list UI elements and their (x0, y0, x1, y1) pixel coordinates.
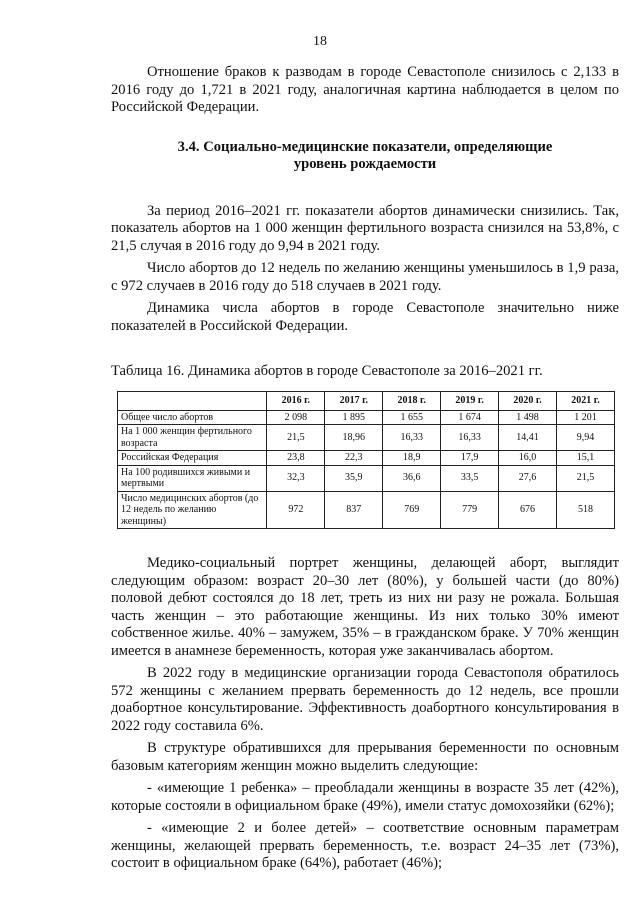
table-header-cell: 2020 г. (499, 391, 557, 410)
paragraph-marriage-divorce: Отношение браков к разводам в городе Севастополе снизилось с 2,133 в 2016 году до 1,721 в 2021 году, аналогичная картина наблюдается в целом по Российской Федерации. (111, 64, 619, 115)
table-cell: 779 (441, 491, 499, 529)
table-header-cell: 2017 г. (325, 391, 383, 410)
paragraph-abortion-count: Число абортов до 12 недель по желанию женщины уменьшилось в 1,9 раза, с 972 случаев в 2016 году до 518 случаев в 2021 году. (111, 260, 619, 294)
table-cell: 9,94 (557, 425, 615, 451)
table-cell: 18,9 (383, 451, 441, 466)
table-header-cell: 2018 г. (383, 391, 441, 410)
table-cell: 972 (267, 491, 325, 529)
table-cell: 22,3 (325, 451, 383, 466)
row-label: На 1 000 женщин фертильного возраста (118, 425, 267, 451)
paragraph-abortion-trend: За период 2016–2021 гг. показатели абортов динамически снизились. Так, показатель абортов на 1 000 женщин фертильного возраста снизился на 53,8%, с 21,5 случая в 2016 году до 9,94 в 2021 году. (111, 202, 619, 254)
table-cell: 16,33 (441, 425, 499, 451)
table-header-cell: 2021 г. (557, 391, 615, 410)
row-label: Российская Федерация (118, 451, 267, 466)
row-label: Общее число абортов (118, 410, 267, 425)
paragraph-social-portrait: Медико-социальный портрет женщины, делающей аборт, выглядит следующим образом: возраст 20–30 лет (80%), у большей части (до 80%) половой дебют состоялся до 18 лет, треть из них ни разу не рожала. Большая часть женщин – это работающие женщины. Из них только 30% имеют собственное жилье. 40% – замужем, 35% – в гражданском браке. У 70% женщин имеется в анамнезе беременность, которая уже заканчивалась абортом. (111, 555, 619, 659)
table-cell: 1 674 (441, 410, 499, 425)
table-cell: 32,3 (267, 465, 325, 491)
table-row (118, 465, 615, 491)
section-title-line-1: 3.4. Социально-медицинские показатели, определяющие (177, 138, 553, 155)
table-header-cell: 2016 г. (267, 391, 325, 410)
table-cell: 2 098 (267, 410, 325, 425)
table-cell: 21,5 (557, 465, 615, 491)
table-cell: 17,9 (441, 451, 499, 466)
list-item-two-children: - «имеющие 2 и более детей» – соответствие основным параметрам женщины, желающей прервать беременность, т.е. возраст 24–35 лет (73%), состоит в официальном браке (64%), работает (46%); (111, 820, 619, 871)
table-cell: 1 498 (499, 410, 557, 425)
table-header-cell: 2019 г. (441, 391, 499, 410)
section-title-line-2: уровень рождаемости (293, 156, 437, 172)
row-label: Число медицинских абортов (до 12 недель по желанию женщины) (118, 491, 267, 529)
table-row (118, 410, 615, 425)
table-header-cell (118, 391, 267, 410)
paragraph-abortion-dynamics: Динамика числа абортов в городе Севастополе значительно ниже показателей в Российской Федерации. (111, 300, 619, 334)
table-row (118, 425, 615, 451)
table-cell: 16,0 (499, 451, 557, 466)
section-title (111, 139, 619, 174)
table-cell: 36,6 (383, 465, 441, 491)
table-cell: 18,96 (325, 425, 383, 451)
table-cell: 21,5 (267, 425, 325, 451)
table-row (118, 451, 615, 466)
table-cell: 23,8 (267, 451, 325, 466)
table-cell: 33,5 (441, 465, 499, 491)
table-cell: 769 (383, 491, 441, 529)
table-cell: 518 (557, 491, 615, 529)
page-number: 18 (313, 34, 327, 49)
paragraph-categories-intro: В структуре обратившихся для прерывания беременности по основным базовым категориям женщин можно выделить следующие: (111, 740, 619, 774)
table-cell: 1 655 (383, 410, 441, 425)
table-cell: 1 201 (557, 410, 615, 425)
table-cell: 27,6 (499, 465, 557, 491)
table-cell: 837 (325, 491, 383, 529)
table-cell: 1 895 (325, 410, 383, 425)
table-header-row (118, 391, 615, 410)
document-body (111, 64, 619, 873)
table-cell: 35,9 (325, 465, 383, 491)
abortion-dynamics-table (117, 391, 615, 530)
table-cell: 16,33 (383, 425, 441, 451)
table-cell: 14,41 (499, 425, 557, 451)
table-caption: Таблица 16. Динамика абортов в городе Севастополе за 2016–2021 гг. (111, 363, 543, 379)
table-cell: 15,1 (557, 451, 615, 466)
row-label: На 100 родившихся живыми и мертвыми (118, 465, 267, 491)
list-item-one-child: - «имеющие 1 ребенка» – преобладали женщины в возрасте 35 лет (42%), которые состояли в официальном браке (49%), имели статус домохозяйки (62%); (111, 780, 619, 814)
paragraph-consultation-2022: В 2022 году в медицинские организации города Севастополя обратилось 572 женщины с желанием прервать беременность до 12 недель, все прошли доабортное консультирование. Эффективность доабортного консультирования в 2022 году составила 6%. (111, 665, 619, 734)
table-cell: 676 (499, 491, 557, 529)
table-row (118, 491, 615, 529)
